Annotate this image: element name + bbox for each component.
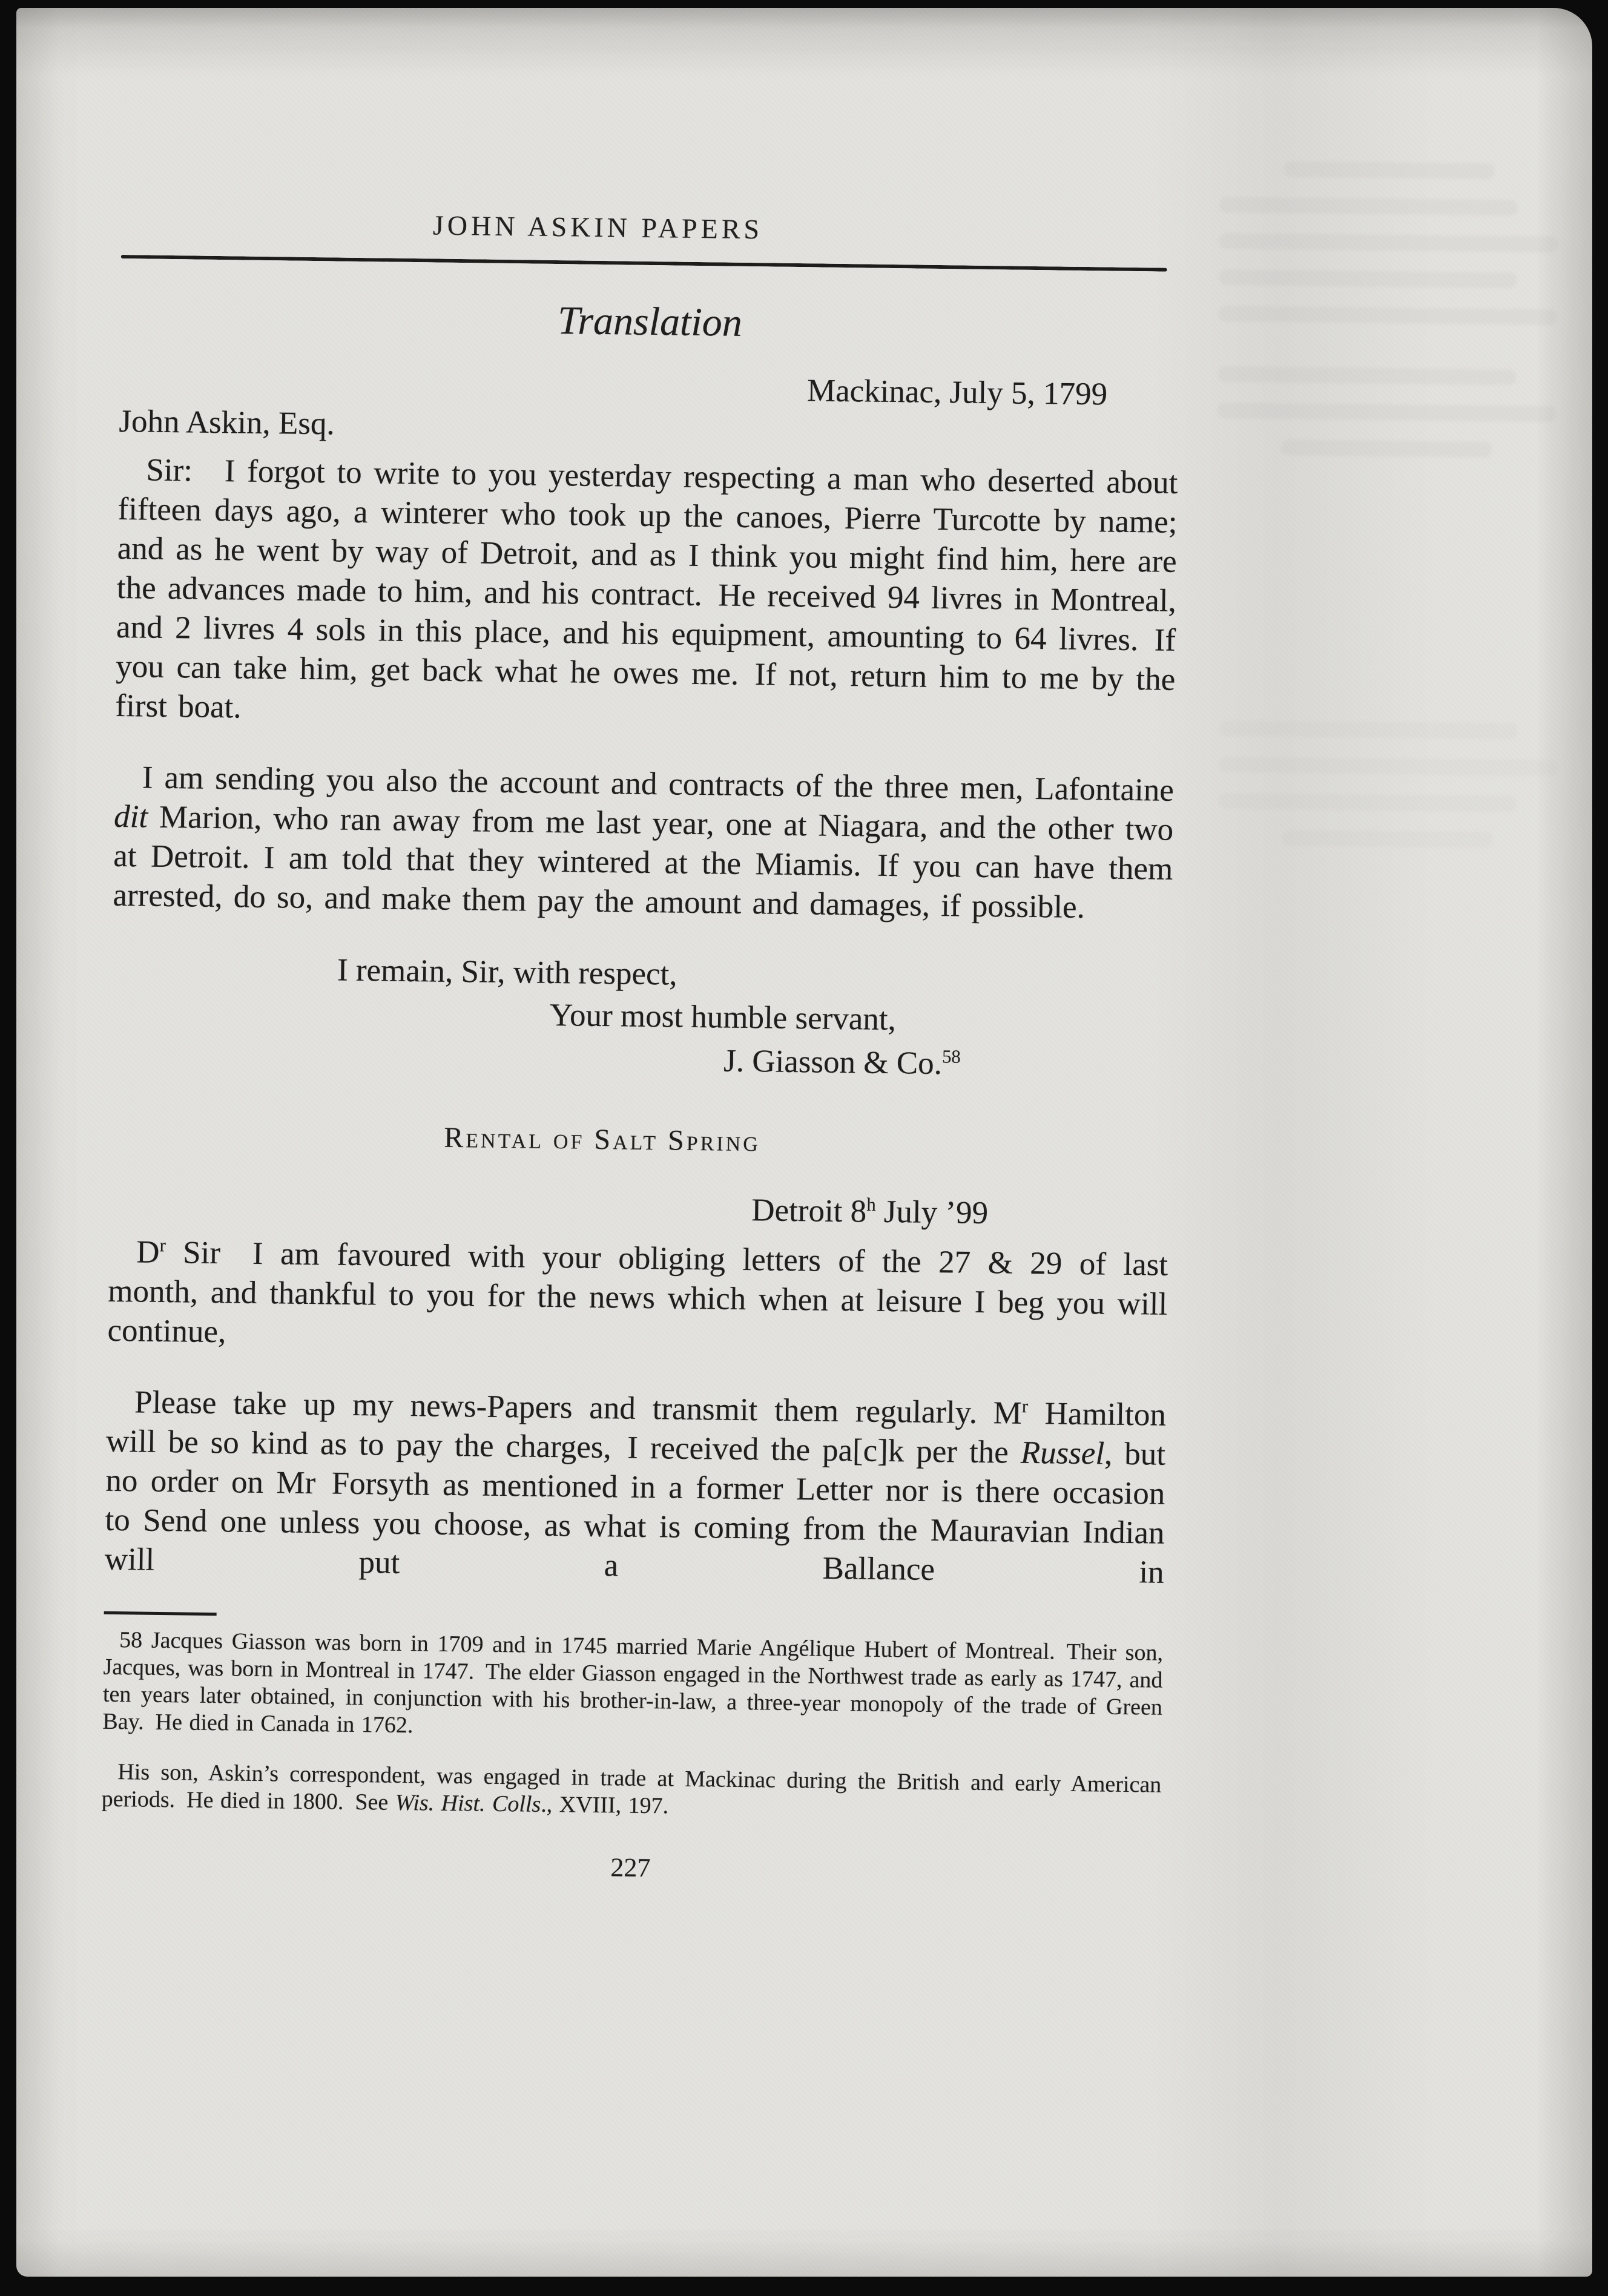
- ghost-line: [1281, 439, 1491, 458]
- letter2-dateline: [109, 1183, 1169, 1234]
- ghost-bleedthrough: [1218, 720, 1558, 869]
- paragraph-text: Please take up my news-Papers and transmit them regularly. M: [134, 1384, 1023, 1431]
- letter1-paragraph-2: [113, 757, 1174, 928]
- ghost-gap: [1218, 342, 1557, 370]
- letter1-dateline: Mackinac, July 5, 1799: [806, 372, 1108, 412]
- letter2-paragraph-2: [104, 1382, 1166, 1592]
- running-head: JOHN ASKIN PAPERS: [432, 209, 763, 245]
- ghost-line: [1218, 757, 1557, 776]
- ghost-line: [1217, 403, 1556, 422]
- paragraph-text: , but no order on Mr Forsyth as mentioned in a former Letter nor is there occasion to Send one unless you choose, as what is coming from the Mauravian Indian will put a Ballance in: [104, 1436, 1166, 1590]
- ghost-line: [1284, 161, 1494, 179]
- header-rule: [121, 255, 1167, 272]
- page-number: 227: [610, 1852, 651, 1883]
- footnote-separator-rule: [104, 1611, 217, 1615]
- signature-name: J. Giasson & Co.: [723, 1043, 943, 1081]
- letter1-closing-line-1: I remain, Sir, with respect,: [337, 952, 677, 992]
- ghost-bleedthrough: [1216, 160, 1558, 479]
- superscript-r: r: [1021, 1395, 1029, 1416]
- italic-word: dit: [113, 798, 148, 835]
- letter1-addressee: John Askin, Esq.: [119, 403, 335, 442]
- footnote-58: 58 Jacques Giasson was born in 1709 and in 1745 married Marie Angélique Hubert of Montreal. Their son, Jacques, was born in Montreal in 1747. The elder Giasson engaged in the Northwest trade as early as 1747, and ten years later obtained, in conjunction with his brother-in-law, a three-year monopoly of the trade of Green Bay. He died in Canada in 1762.: [102, 1627, 1164, 1738]
- ghost-line: [1219, 233, 1558, 252]
- page-content: [100, 8, 1184, 1887]
- ghost-line: [1218, 366, 1516, 385]
- ghost-line: [1219, 720, 1517, 739]
- ghost-line: [1218, 306, 1557, 325]
- footnote-reference-58: 58: [941, 1046, 961, 1067]
- section-heading: Rental of Salt Spring: [443, 1121, 761, 1157]
- superscript-r: r: [159, 1234, 166, 1255]
- ghost-line: [1218, 793, 1517, 812]
- page-paper: [16, 8, 1592, 2277]
- footnote-58-continued: [102, 1758, 1162, 1826]
- ghost-line: [1219, 197, 1518, 215]
- footnote-text: ., XVIII, 197.: [541, 1791, 669, 1819]
- letter1-signature: [111, 1033, 1171, 1086]
- dateline-text: July ’99: [875, 1194, 989, 1231]
- footnote-text: His son, Askin’s correspondent, was engaged in trade at Mackinac during the British and early American periods. He died in 1800. See: [101, 1758, 1162, 1815]
- paragraph-text: I am sending you also the account and contracts of the three men, Lafontaine: [142, 760, 1175, 808]
- superscript-h: h: [866, 1194, 876, 1215]
- letter-title: Translation: [557, 298, 743, 345]
- ghost-line: [1219, 269, 1517, 288]
- letter1-closing-line-2: Your most humble servant,: [549, 997, 897, 1037]
- letter2-paragraph-1: [107, 1232, 1168, 1363]
- italic-citation: Wis. Hist. Colls: [395, 1789, 541, 1817]
- paragraph-text: Sir I am favoured with your obliging letters of the 27 & 29 of last month, and thankful to you for the news which when at leisure I beg you will continue,: [107, 1234, 1168, 1349]
- letter1-paragraph-1: Sir: I forgot to write to you yesterday respecting a man who deserted about fifteen days ago, a winterer who took up the canoes, Pierre Turcotte by name; and as he went by way of Detroit, and as I think you might find him, here are the advances made to him, and his contract. He received 94 livres in Montreal, and 2 livres 4 sols in this place, and his equipment, amounting to 64 livres. If you can take him, get back what he owes me. If not, return him to me by the first boat.: [115, 452, 1178, 725]
- italic-ship-name: Russel: [1020, 1435, 1105, 1472]
- paragraph-text: Hamilton will be so kind as to pay the charges, I received the pa[c]k per the: [105, 1395, 1167, 1470]
- ghost-line: [1282, 830, 1492, 848]
- dateline-text: Detroit 8: [751, 1192, 867, 1229]
- paragraph-text: D: [136, 1234, 160, 1270]
- paragraph-text: Marion, who ran away from me last year, one at Niagara, and the other two at Detroit. I am told that they wintered at the Miamis. If you can have them arrested, do so, and make them pay the amount and damages, if possible.: [113, 799, 1174, 925]
